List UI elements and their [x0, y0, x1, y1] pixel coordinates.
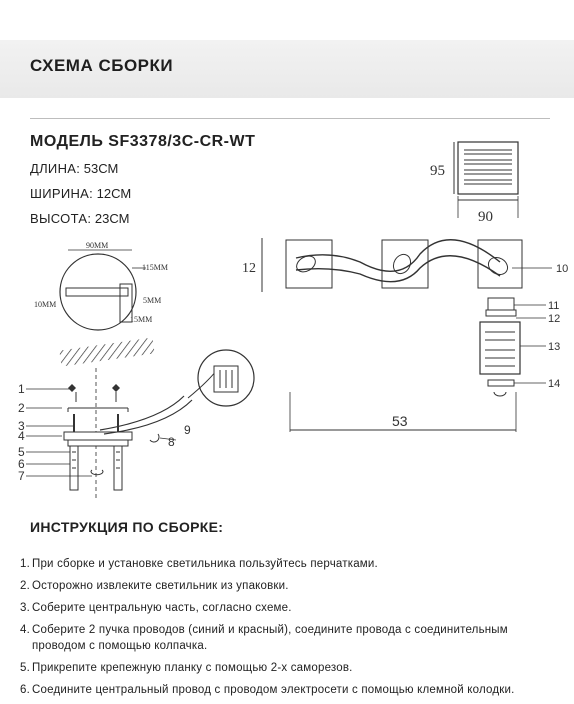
- spec-length-value: 53СМ: [83, 161, 119, 176]
- instruction-step: [20, 622, 560, 654]
- step-text: Соберите 2 пучка проводов (синий и красный), соедините провода с соединительным проводом с помощью колпачка.: [32, 624, 508, 652]
- fixture-width-label: 12: [242, 261, 256, 276]
- plate-width-label: 90MM: [86, 241, 109, 250]
- mounting-plate-drawing: [34, 241, 168, 330]
- model-name: МОДЕЛЬ SF3378/3C-CR-WT: [30, 133, 256, 150]
- part-number-3: 3: [18, 419, 25, 433]
- step-text: Соедините центральный провод с проводом электросети с помощью клемной колодки.: [32, 684, 515, 696]
- part-number-10: 10: [556, 263, 569, 275]
- spec-length-label: ДЛИНА:: [30, 161, 81, 176]
- shade-height-label: 95: [430, 163, 445, 179]
- plate-screw-label: 5MM: [143, 296, 162, 305]
- plate-side-label: 10MM: [34, 300, 57, 309]
- spec-width-label: ШИРИНА:: [30, 186, 94, 201]
- part-number-13: 13: [548, 341, 561, 353]
- step-number: 2.: [20, 580, 30, 592]
- instruction-step: [20, 660, 560, 676]
- part-number-8: 8: [168, 435, 175, 449]
- plate-depth-label: 115MM: [142, 263, 168, 272]
- plate-bottom-label: 15MM: [130, 315, 153, 324]
- shade-width-label: 90: [478, 209, 493, 225]
- instruction-step: [20, 682, 560, 698]
- step-text: При сборке и установке светильника пользуйтесь перчатками.: [32, 558, 378, 570]
- part-number-6: 6: [18, 457, 25, 471]
- instructions-heading: ИНСТРУКЦИЯ ПО СБОРКЕ:: [30, 519, 224, 535]
- part-number-5: 5: [18, 445, 25, 459]
- socket-and-shade-parts: [480, 298, 546, 396]
- spec-width-value: 12СМ: [96, 186, 132, 201]
- shade-drawing: [430, 142, 518, 225]
- instruction-step: [20, 600, 560, 616]
- step-text: Осторожно извлеките светильник из упаковки.: [32, 580, 289, 592]
- step-number: 6.: [20, 684, 30, 696]
- step-text: Соберите центральную часть, согласно схеме.: [32, 602, 292, 614]
- part-number-4: 4: [18, 429, 25, 443]
- part-number-11: 11: [548, 300, 560, 312]
- part-number-12: 12: [548, 313, 561, 325]
- part-number-2: 2: [18, 401, 25, 415]
- fixture-top-view: [242, 238, 552, 292]
- part-number-7: 7: [18, 469, 25, 483]
- instructions-list: [20, 556, 560, 704]
- step-number: 3.: [20, 602, 30, 614]
- part-number-14: 14: [548, 378, 561, 390]
- fixture-length-label: 53: [392, 413, 408, 429]
- step-text: Прикрепите крепежную планку с помощью 2-х саморезов.: [32, 662, 353, 674]
- step-number: 4.: [20, 624, 30, 636]
- step-number: 1.: [20, 558, 30, 570]
- length-dimension: [290, 392, 516, 432]
- spec-height-label: ВЫСОТА:: [30, 211, 92, 226]
- spec-height-value: 23СМ: [94, 211, 130, 226]
- instruction-step: [20, 578, 560, 594]
- part-number-1: 1: [18, 382, 25, 396]
- part-number-9: 9: [184, 423, 191, 437]
- step-number: 5.: [20, 662, 30, 674]
- page-title: СХЕМА СБОРКИ: [30, 56, 174, 75]
- instruction-step: [20, 556, 560, 572]
